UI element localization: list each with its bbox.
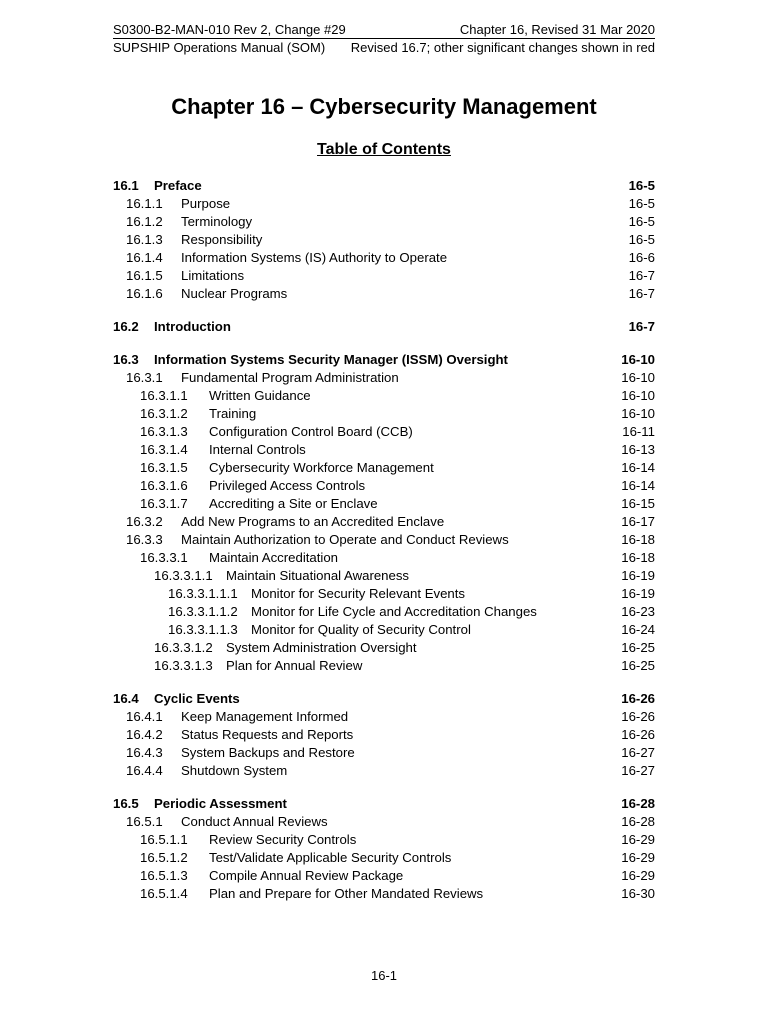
toc-entry-number: 16.1.3 bbox=[126, 232, 163, 247]
toc-entry-title: Information Systems (IS) Authority to Operate bbox=[181, 250, 448, 265]
toc-entry-number: 16.4.1 bbox=[126, 709, 163, 724]
toc-entry-title: Written Guidance bbox=[209, 388, 311, 403]
toc-entry-number: 16.3.3.1.1 bbox=[154, 568, 213, 583]
toc-entry[interactable] bbox=[140, 387, 655, 405]
toc-entry-title: Nuclear Programs bbox=[181, 286, 288, 301]
toc-entry-title: Cyclic Events bbox=[154, 691, 240, 706]
toc-entry-page: 16-10 bbox=[621, 388, 655, 403]
toc-entry-page: 16-5 bbox=[628, 178, 655, 193]
toc-entry[interactable] bbox=[168, 585, 655, 603]
chapter-revision: Chapter 16, Revised 31 Mar 2020 bbox=[459, 22, 655, 37]
toc-entry-title: Cybersecurity Workforce Management bbox=[209, 460, 434, 475]
toc-entry[interactable] bbox=[126, 813, 655, 831]
toc-entry[interactable] bbox=[126, 249, 655, 267]
toc-entry-number: 16.5.1.4 bbox=[140, 886, 188, 901]
toc-entry[interactable] bbox=[126, 369, 655, 387]
toc-entry[interactable] bbox=[154, 657, 655, 675]
toc-entry[interactable] bbox=[126, 708, 655, 726]
toc-entry-page: 16-7 bbox=[628, 319, 655, 334]
toc-entry[interactable] bbox=[140, 549, 655, 567]
toc-entry-page: 16-29 bbox=[621, 868, 655, 883]
toc-entry-number: 16.1 bbox=[113, 178, 139, 193]
toc-entry[interactable] bbox=[140, 831, 655, 849]
toc-entry-number: 16.1.6 bbox=[126, 286, 163, 301]
toc-entry-title: Limitations bbox=[181, 268, 245, 283]
toc-entry[interactable] bbox=[126, 762, 655, 780]
toc-entry-page: 16-5 bbox=[628, 232, 655, 247]
toc-entry[interactable] bbox=[140, 849, 655, 867]
toc-entry-title: Maintain Accreditation bbox=[209, 550, 339, 565]
toc-entry[interactable] bbox=[126, 513, 655, 531]
toc-entry-page: 16-28 bbox=[621, 814, 655, 829]
toc-entry-title: Shutdown System bbox=[181, 763, 288, 778]
toc-entry[interactable] bbox=[113, 690, 655, 708]
toc-entry-title: Information Systems Security Manager (ISSM) Oversight bbox=[154, 352, 508, 367]
toc-entry-title: Conduct Annual Reviews bbox=[181, 814, 328, 829]
toc-entry[interactable] bbox=[140, 441, 655, 459]
toc-entry[interactable] bbox=[113, 351, 655, 369]
toc-entry-page: 16-18 bbox=[621, 532, 655, 547]
toc-entry-page: 16-15 bbox=[621, 496, 655, 511]
toc-entry-number: 16.1.4 bbox=[126, 250, 163, 265]
toc-entry-page: 16-14 bbox=[621, 460, 655, 475]
toc-entry-page: 16-25 bbox=[621, 658, 655, 673]
toc-entry-title: Fundamental Program Administration bbox=[181, 370, 399, 385]
toc-entry-number: 16.5.1.2 bbox=[140, 850, 188, 865]
toc-entry-number: 16.3.3.1 bbox=[140, 550, 188, 565]
toc-entry[interactable] bbox=[140, 477, 655, 495]
toc-entry-page: 16-18 bbox=[621, 550, 655, 565]
toc-entry-page: 16-7 bbox=[628, 268, 655, 283]
toc-entry-number: 16.3.3.1.1.2 bbox=[168, 604, 238, 619]
toc-entry-number: 16.3.1.2 bbox=[140, 406, 188, 421]
toc-entry-title: Status Requests and Reports bbox=[181, 727, 354, 742]
toc-entry-number: 16.3.1.3 bbox=[140, 424, 188, 439]
toc-entry-number: 16.3.1.7 bbox=[140, 496, 188, 511]
toc-entry-page: 16-10 bbox=[621, 406, 655, 421]
toc-entry-title: Periodic Assessment bbox=[154, 796, 287, 811]
toc-entry-number: 16.5 bbox=[113, 796, 139, 811]
toc-entry-number: 16.4.2 bbox=[126, 727, 163, 742]
toc-entry-page: 16-27 bbox=[621, 763, 655, 778]
toc-entry-title: Review Security Controls bbox=[209, 832, 357, 847]
toc-entry-page: 16-25 bbox=[621, 640, 655, 655]
toc-entry[interactable] bbox=[113, 318, 655, 336]
revision-note: Revised 16.7; other significant changes shown in red bbox=[350, 40, 655, 55]
toc-entry-page: 16-6 bbox=[628, 250, 655, 265]
toc-entry-title: Introduction bbox=[154, 319, 231, 334]
toc-entry-page: 16-14 bbox=[621, 478, 655, 493]
toc-entry-number: 16.3.1.4 bbox=[140, 442, 188, 457]
toc-entry-title: Preface bbox=[154, 178, 202, 193]
toc-entry-number: 16.2 bbox=[113, 319, 139, 334]
toc-entry[interactable] bbox=[140, 885, 655, 903]
toc-entry-title: System Administration Oversight bbox=[226, 640, 417, 655]
toc-entry-number: 16.1.1 bbox=[126, 196, 163, 211]
toc-entry-page: 16-30 bbox=[621, 886, 655, 901]
toc-entry[interactable] bbox=[140, 423, 655, 441]
document-id: S0300-B2-MAN-010 Rev 2, Change #29 bbox=[113, 22, 346, 37]
toc-entry[interactable] bbox=[154, 567, 655, 585]
toc-entry[interactable] bbox=[140, 867, 655, 885]
toc-entry-title: System Backups and Restore bbox=[181, 745, 355, 760]
toc-entry-number: 16.3.3.1.1.1 bbox=[168, 586, 238, 601]
toc-entry-title: Monitor for Security Relevant Events bbox=[251, 586, 466, 601]
toc-entry-number: 16.3.1.1 bbox=[140, 388, 188, 403]
toc-entry-number: 16.1.2 bbox=[126, 214, 163, 229]
chapter-title: Chapter 16 – Cybersecurity Management bbox=[171, 94, 597, 119]
toc-entry[interactable] bbox=[126, 285, 655, 303]
toc-entry-page: 16-27 bbox=[621, 745, 655, 760]
toc-entry-page: 16-23 bbox=[621, 604, 655, 619]
toc-entry[interactable] bbox=[113, 177, 655, 195]
toc-entry-title: Plan and Prepare for Other Mandated Reviews bbox=[209, 886, 484, 901]
toc-entry-number: 16.5.1.1 bbox=[140, 832, 188, 847]
toc-entry-page: 16-24 bbox=[621, 622, 655, 637]
toc-entry-title: Internal Controls bbox=[209, 442, 306, 457]
toc-title: Table of Contents bbox=[317, 141, 451, 158]
toc-entry-title: Training bbox=[209, 406, 257, 421]
toc-entry-page: 16-19 bbox=[621, 586, 655, 601]
toc-entry-number: 16.3.1.6 bbox=[140, 478, 188, 493]
toc-entry-title: Monitor for Quality of Security Control bbox=[251, 622, 471, 637]
toc-entry-number: 16.4.3 bbox=[126, 745, 163, 760]
toc-entry-page: 16-29 bbox=[621, 850, 655, 865]
toc-entry-number: 16.5.1 bbox=[126, 814, 163, 829]
page-number: 16-1 bbox=[370, 968, 398, 983]
toc-entry-title: Maintain Authorization to Operate and Conduct Reviews bbox=[181, 532, 509, 547]
toc-entry-number: 16.3.3.1.1.3 bbox=[168, 622, 238, 637]
toc-entry-number: 16.3.1 bbox=[126, 370, 163, 385]
toc-entry-page: 16-19 bbox=[621, 568, 655, 583]
toc-entry-title: Plan for Annual Review bbox=[226, 658, 363, 673]
toc-entry-number: 16.5.1.3 bbox=[140, 868, 188, 883]
toc-entry-page: 16-11 bbox=[622, 424, 655, 439]
toc-entry[interactable] bbox=[140, 495, 655, 513]
toc-entry-number: 16.3.3 bbox=[126, 532, 163, 547]
toc-entry[interactable] bbox=[126, 744, 655, 762]
toc-entry-title: Accrediting a Site or Enclave bbox=[209, 496, 378, 511]
toc-entry-title: Compile Annual Review Package bbox=[209, 868, 404, 883]
toc-entry-page: 16-17 bbox=[621, 514, 655, 529]
toc-entry-page: 16-29 bbox=[621, 832, 655, 847]
toc-entry-page: 16-26 bbox=[621, 691, 655, 706]
table-of-contents bbox=[113, 0, 655, 1024]
toc-entry-title: Terminology bbox=[181, 214, 253, 229]
toc-entry-number: 16.3.3.1.3 bbox=[154, 658, 213, 673]
toc-entry-number: 16.4 bbox=[113, 691, 139, 706]
toc-entry-number: 16.3 bbox=[113, 352, 139, 367]
toc-entry-page: 16-26 bbox=[621, 709, 655, 724]
toc-entry-title: Monitor for Life Cycle and Accreditation Changes bbox=[251, 604, 537, 619]
toc-entry-page: 16-7 bbox=[628, 286, 655, 301]
toc-entry[interactable] bbox=[126, 231, 655, 249]
toc-entry-title: Responsibility bbox=[181, 232, 263, 247]
toc-entry-number: 16.1.5 bbox=[126, 268, 163, 283]
toc-entry-number: 16.3.1.5 bbox=[140, 460, 188, 475]
toc-entry-page: 16-5 bbox=[628, 196, 655, 211]
toc-entry[interactable] bbox=[140, 459, 655, 477]
toc-entry[interactable] bbox=[126, 531, 655, 549]
toc-entry-number: 16.4.4 bbox=[126, 763, 163, 778]
toc-entry-page: 16-10 bbox=[621, 352, 655, 367]
toc-entry[interactable] bbox=[140, 405, 655, 423]
toc-entry-title: Add New Programs to an Accredited Enclave bbox=[181, 514, 445, 529]
toc-entry-title: Keep Management Informed bbox=[181, 709, 349, 724]
toc-entry[interactable] bbox=[126, 726, 655, 744]
toc-entry[interactable] bbox=[168, 603, 655, 621]
toc-entry[interactable] bbox=[126, 195, 655, 213]
toc-entry-page: 16-26 bbox=[621, 727, 655, 742]
toc-entry[interactable] bbox=[126, 267, 655, 285]
toc-entry-title: Maintain Situational Awareness bbox=[226, 568, 410, 583]
toc-entry-page: 16-10 bbox=[621, 370, 655, 385]
manual-name: SUPSHIP Operations Manual (SOM) bbox=[113, 40, 326, 55]
toc-entry-title: Configuration Control Board (CCB) bbox=[209, 424, 413, 439]
toc-entry[interactable] bbox=[168, 621, 655, 639]
toc-entry-page: 16-13 bbox=[621, 442, 655, 457]
toc-entry-page: 16-28 bbox=[621, 796, 655, 811]
toc-entry-title: Privileged Access Controls bbox=[209, 478, 366, 493]
toc-entry-number: 16.3.3.1.2 bbox=[154, 640, 213, 655]
toc-entry-number: 16.3.2 bbox=[126, 514, 163, 529]
toc-entry-page: 16-5 bbox=[628, 214, 655, 229]
toc-entry-title: Purpose bbox=[181, 196, 231, 211]
toc-entry-title: Test/Validate Applicable Security Controls bbox=[209, 850, 452, 865]
toc-entry[interactable] bbox=[113, 795, 655, 813]
toc-entry[interactable] bbox=[126, 213, 655, 231]
toc-entry[interactable] bbox=[154, 639, 655, 657]
